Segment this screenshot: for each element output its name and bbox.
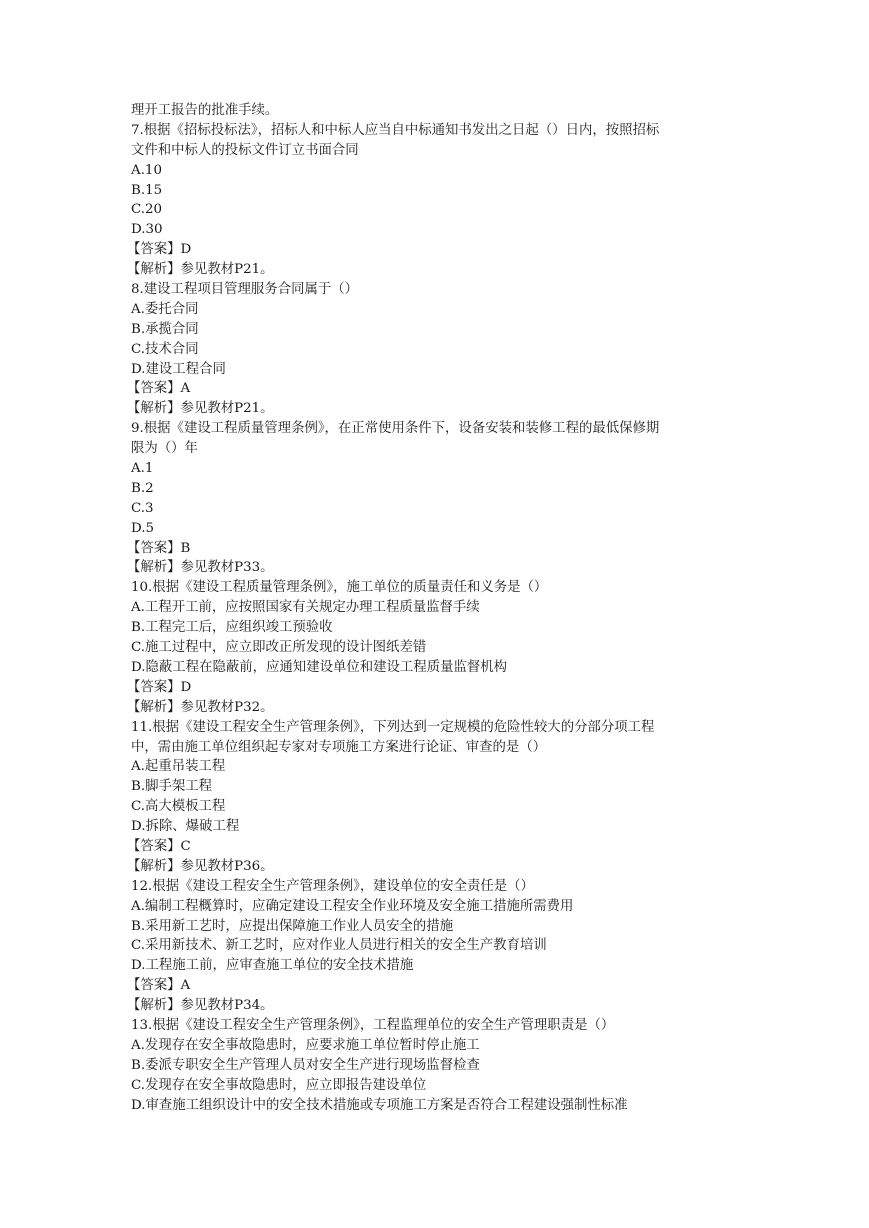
- question-stem: 10.根据《建设工程质量管理条例》，施工单位的质量责任和义务是（）: [131, 580, 548, 596]
- analysis-line: 【解析】参见教材P33。: [127, 560, 274, 576]
- answer-line: 【答案】D: [127, 679, 192, 695]
- answer-line: 【答案】B: [127, 540, 191, 556]
- document-page: [127, 101, 751, 1115]
- option-item: B.2: [131, 480, 154, 496]
- option-item: D.工程施工前，应审查施工单位的安全技术措施: [131, 958, 414, 974]
- analysis-line: 【解析】参见教材P21。: [127, 401, 274, 417]
- question-stem: 13.根据《建设工程安全生产管理条例》，工程监理单位的安全生产管理职责是（）: [131, 1017, 615, 1033]
- option-item: C.高大模板工程: [131, 799, 226, 815]
- option-item: C.施工过程中，应立即改正所发现的设计图纸差错: [131, 640, 427, 656]
- question-block: [127, 578, 751, 717]
- question-stem: 12.根据《建设工程安全生产管理条例》，建设单位的安全责任是（）: [131, 878, 534, 894]
- option-item: D.隐蔽工程在隐蔽前，应通知建设单位和建设工程质量监督机构: [131, 659, 508, 675]
- option-item: D.5: [131, 520, 155, 536]
- option-item: C.发现存在安全事故隐患时，应立即报告建设单位: [131, 1077, 427, 1093]
- question-block: [127, 121, 751, 280]
- option-item: C.20: [131, 202, 163, 218]
- option-item: A.10: [131, 162, 162, 178]
- option-item: B.采用新工艺时，应提出保障施工作业人员安全的措施: [131, 918, 454, 934]
- analysis-line: 【解析】参见教材P21。: [127, 262, 274, 278]
- option-item: A.起重吊装工程: [131, 759, 226, 775]
- analysis-line: 【解析】参见教材P34。: [127, 998, 274, 1014]
- answer-line: 【答案】C: [127, 838, 191, 854]
- option-item: A.发现存在安全事故隐患时，应要求施工单位暂时停止施工: [131, 1037, 480, 1053]
- option-item: D.建设工程合同: [131, 361, 226, 377]
- option-item: B.承揽合同: [131, 321, 199, 337]
- question-stem: 中，需由施工单位组织起专家对专项施工方案进行论证、审查的是（）: [131, 739, 547, 755]
- option-item: D.30: [131, 222, 163, 238]
- intro-fragment: 理开工报告的批准手续。: [131, 103, 279, 118]
- option-item: B.15: [131, 182, 163, 198]
- question-block: [127, 280, 751, 419]
- question-block: [131, 1016, 751, 1115]
- option-item: B.工程完工后，应组织竣工预验收: [131, 620, 333, 636]
- question-stem: 7.根据《招标投标法》，招标人和中标人应当自中标通知书发出之日起（）日内，按照招标: [131, 122, 660, 138]
- option-item: D.审查施工组织设计中的安全技术措施或专项施工方案是否符合工程建设强制性标准: [131, 1097, 628, 1113]
- question-stem: 限为（）年: [131, 441, 198, 457]
- option-item: A.1: [131, 461, 154, 477]
- question-stem: 8.建设工程项目管理服务合同属于（）: [131, 282, 359, 298]
- option-item: C.采用新技术、新工艺时，应对作业人员进行相关的安全生产教育培训: [131, 938, 547, 954]
- question-stem: 文件和中标人的投标文件订立书面合同: [131, 142, 359, 158]
- question-list: [127, 121, 751, 1116]
- analysis-line: 【解析】参见教材P32。: [127, 699, 274, 715]
- option-item: B.委派专职安全生产管理人员对安全生产进行现场监督检查: [131, 1057, 480, 1073]
- option-item: A.委托合同: [131, 301, 199, 317]
- question-block: [127, 718, 751, 877]
- answer-line: 【答案】A: [127, 381, 191, 397]
- option-item: C.3: [131, 500, 154, 516]
- option-item: C.技术合同: [131, 341, 199, 357]
- question-block: [127, 877, 751, 1016]
- question-block: [127, 419, 751, 578]
- option-item: D.拆除、爆破工程: [131, 819, 240, 835]
- answer-line: 【答案】A: [127, 978, 191, 994]
- option-item: A.工程开工前，应按照国家有关规定办理工程质量监督手续: [131, 600, 480, 616]
- analysis-line: 【解析】参见教材P36。: [127, 858, 274, 874]
- option-item: A.编制工程概算时，应确定建设工程安全作业环境及安全施工措施所需费用: [131, 898, 574, 914]
- answer-line: 【答案】D: [127, 242, 192, 258]
- question-stem: 9.根据《建设工程质量管理条例》，在正常使用条件下，设备安装和装修工程的最低保修期: [131, 421, 660, 437]
- question-stem: 11.根据《建设工程安全生产管理条例》，下列达到一定规模的危险性较大的分部分项工程: [131, 719, 655, 735]
- option-item: B.脚手架工程: [131, 779, 213, 795]
